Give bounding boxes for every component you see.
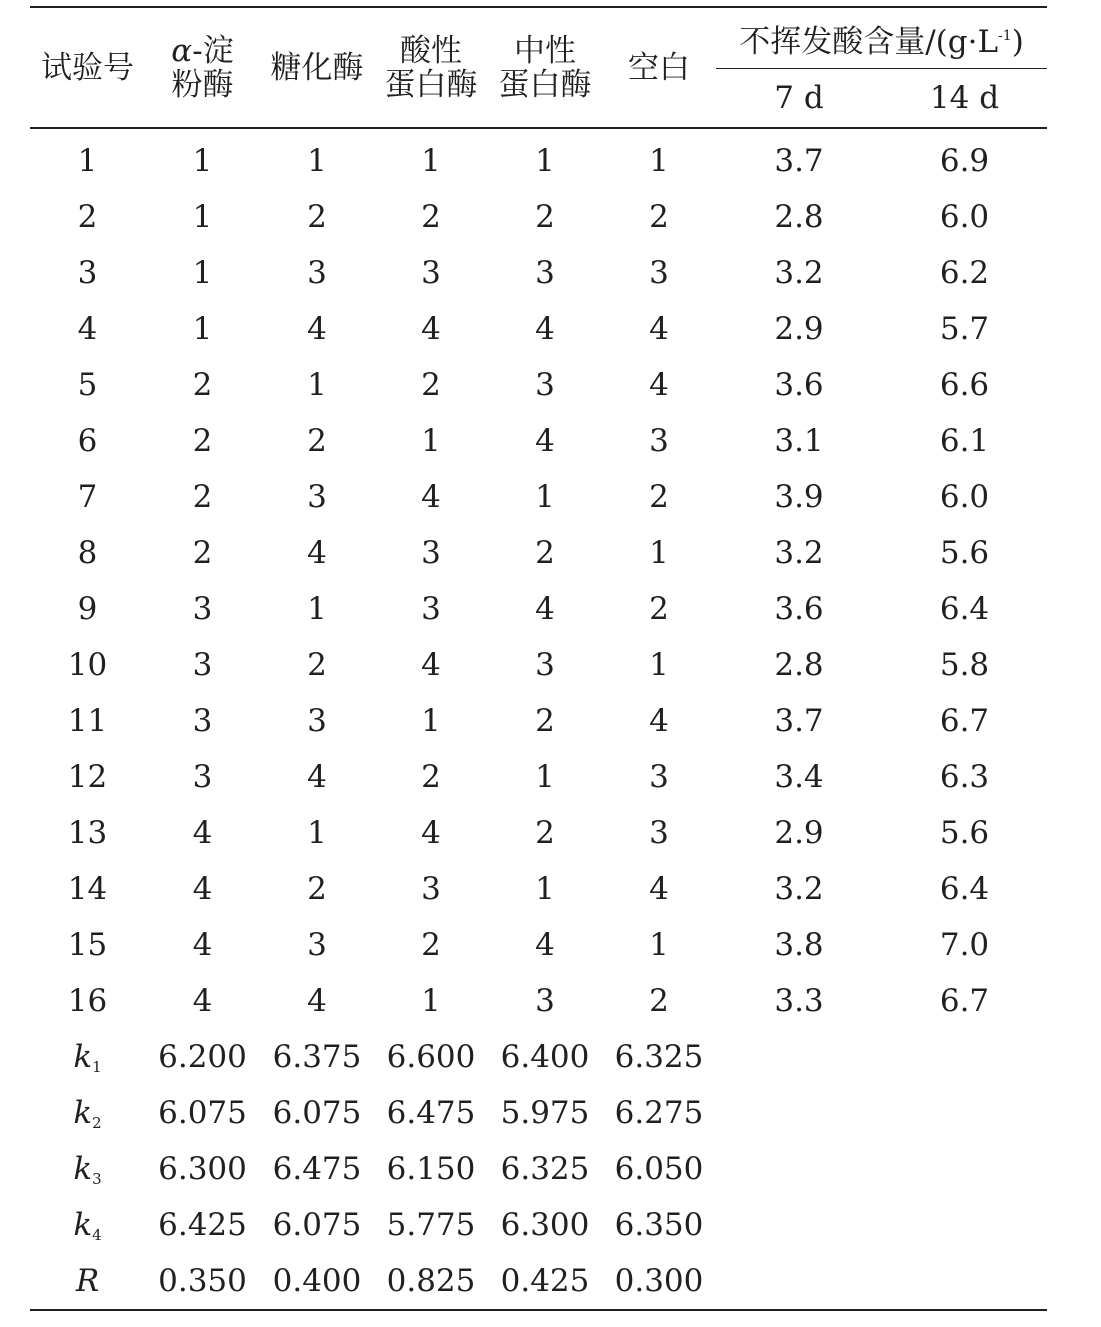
cell-stat-gluco: 0.400 <box>260 1253 374 1310</box>
cell-gluco: 2 <box>307 647 327 683</box>
header-alpha-amylase-line2: 粉酶 <box>171 66 234 103</box>
cell-stat-acid: 6.475 <box>386 1095 476 1131</box>
table-row <box>30 805 1047 861</box>
cell-stat-neutral: 0.425 <box>488 1253 602 1310</box>
cell-blank: 2 <box>649 983 669 1019</box>
orthogonal-test-table <box>30 6 1047 1311</box>
header-acid-protease-line1: 酸性 <box>400 32 462 69</box>
table-row <box>30 749 1047 805</box>
cell-acid: 2 <box>421 199 441 235</box>
cell-gluco: 1 <box>307 367 327 403</box>
cell-d14: 6.6 <box>939 367 990 403</box>
cell-trial: 1 <box>77 143 98 179</box>
acid-group-superscript: -1 <box>998 28 1012 44</box>
cell-acid: 4 <box>421 479 441 515</box>
stat-symbol: k <box>73 1094 93 1131</box>
cell-stat-label <box>30 1085 145 1141</box>
cell-d14: 6.2 <box>939 255 990 291</box>
table-row <box>30 357 1047 413</box>
cell-d7: 2.9 <box>774 311 824 347</box>
cell-d14: 6.7 <box>939 703 990 739</box>
cell-trial: 10 <box>67 647 108 683</box>
cell-gluco: 2 <box>307 423 327 459</box>
cell-d7: 3.9 <box>774 479 824 515</box>
stats-row <box>30 1085 1047 1141</box>
cell-alpha: 2 <box>192 367 213 403</box>
table-row <box>30 973 1047 1029</box>
cell-alpha: 2 <box>192 535 213 571</box>
cell-blank: 1 <box>649 535 669 571</box>
cell-alpha: 4 <box>192 983 213 1019</box>
cell-trial: 14 <box>67 871 108 907</box>
cell-d14: 6.3 <box>939 759 990 795</box>
cell-d14: 6.0 <box>939 479 990 515</box>
cell-gluco: 1 <box>307 815 327 851</box>
cell-stat-alpha: 6.200 <box>158 1039 247 1075</box>
cell-neutral: 3 <box>535 647 555 683</box>
cell-blank: 1 <box>649 143 669 179</box>
cell-neutral: 4 <box>535 591 555 627</box>
cell-neutral: 3 <box>535 983 555 1019</box>
orthogonal-test-table-container <box>30 6 1047 1311</box>
cell-trial: 12 <box>67 759 108 795</box>
cell-trial: 5 <box>77 367 98 403</box>
table-row <box>30 413 1047 469</box>
cell-d14: 6.9 <box>939 143 990 179</box>
cell-neutral: 4 <box>535 311 555 347</box>
cell-acid: 2 <box>421 759 441 795</box>
cell-stat-acid: 6.600 <box>386 1039 476 1075</box>
cell-stat-acid: 6.150 <box>386 1151 476 1187</box>
cell-stat-alpha: 6.075 <box>158 1095 247 1131</box>
header-neutral-protease-line2: 蛋白酶 <box>498 66 592 103</box>
table-row <box>30 861 1047 917</box>
alpha-symbol: α <box>171 32 193 69</box>
cell-alpha: 1 <box>192 255 213 291</box>
cell-d14: 6.0 <box>939 199 990 235</box>
cell-gluco: 4 <box>307 983 327 1019</box>
cell-trial: 4 <box>77 311 98 347</box>
cell-empty <box>882 1141 1047 1197</box>
cell-d14: 7.0 <box>939 927 990 963</box>
cell-alpha: 4 <box>192 815 213 851</box>
cell-d7: 3.7 <box>774 143 824 179</box>
cell-blank: 2 <box>649 479 669 515</box>
cell-empty <box>716 1085 882 1141</box>
cell-stat-neutral: 6.325 <box>500 1151 590 1187</box>
header-nonvolatile-acid-label <box>716 19 1047 59</box>
acid-group-prefix: 不挥发酸含量/(g·L <box>739 24 999 60</box>
cell-d7: 3.2 <box>774 255 824 291</box>
cell-neutral: 1 <box>535 143 555 179</box>
cell-d14: 6.4 <box>939 871 990 907</box>
cell-trial: 13 <box>67 815 108 851</box>
cell-alpha: 4 <box>192 871 213 907</box>
stat-subscript: 2 <box>92 1113 102 1132</box>
cell-stat-blank: 6.325 <box>614 1039 704 1075</box>
cell-acid: 4 <box>421 815 441 851</box>
header-trial <box>30 7 145 128</box>
cell-empty <box>882 1085 1047 1141</box>
header-neutral-protease <box>488 7 602 128</box>
header-alpha-amylase <box>145 7 260 128</box>
header-glucoamylase-label: 糖化酶 <box>270 49 364 86</box>
cell-stat-label <box>30 1141 145 1197</box>
cell-neutral: 1 <box>535 871 555 907</box>
cell-d14: 5.7 <box>939 311 990 347</box>
stats-row <box>30 1029 1047 1085</box>
cell-d7: 2.8 <box>774 199 824 235</box>
header-acid-protease <box>374 7 488 128</box>
cell-trial: 2 <box>77 199 98 235</box>
cell-blank: 3 <box>649 759 669 795</box>
cell-neutral: 1 <box>535 759 555 795</box>
cell-alpha: 4 <box>192 927 213 963</box>
cell-trial: 8 <box>77 535 98 571</box>
cell-stat-blank: 6.350 <box>614 1207 704 1243</box>
cell-neutral: 2 <box>535 815 555 851</box>
cell-alpha: 3 <box>192 647 213 683</box>
cell-neutral: 3 <box>535 367 555 403</box>
cell-acid: 4 <box>421 647 441 683</box>
cell-stat-gluco: 6.075 <box>272 1207 362 1243</box>
cell-stat-alpha: 0.350 <box>145 1253 260 1310</box>
cell-acid: 3 <box>421 255 441 291</box>
cell-stat-blank: 6.050 <box>614 1151 704 1187</box>
cell-d14: 6.7 <box>939 983 990 1019</box>
cell-gluco: 3 <box>307 927 327 963</box>
table-row <box>30 189 1047 245</box>
cell-stat-blank: 0.300 <box>602 1253 716 1310</box>
cell-d7: 3.8 <box>774 927 824 963</box>
cell-stat-blank: 6.275 <box>614 1095 704 1131</box>
cell-alpha: 3 <box>192 703 213 739</box>
cell-blank: 4 <box>649 367 669 403</box>
cell-gluco: 1 <box>307 143 327 179</box>
table-row <box>30 525 1047 581</box>
table-row <box>30 581 1047 637</box>
cell-stat-gluco: 6.075 <box>272 1095 362 1131</box>
cell-d7: 3.1 <box>774 423 824 459</box>
cell-alpha: 1 <box>192 143 213 179</box>
cell-neutral: 2 <box>535 703 555 739</box>
cell-acid: 1 <box>421 143 441 179</box>
table-body <box>30 128 1047 1310</box>
cell-blank: 4 <box>649 871 669 907</box>
cell-acid: 1 <box>421 423 441 459</box>
cell-empty <box>716 1141 882 1197</box>
cell-blank: 2 <box>649 591 669 627</box>
cell-neutral: 1 <box>535 479 555 515</box>
cell-acid: 3 <box>421 591 441 627</box>
stats-row <box>30 1197 1047 1253</box>
cell-neutral: 2 <box>535 199 555 235</box>
cell-blank: 4 <box>649 703 669 739</box>
cell-stat-acid: 5.775 <box>386 1207 476 1243</box>
cell-alpha: 2 <box>192 423 213 459</box>
stats-row <box>30 1253 1047 1310</box>
table-row <box>30 637 1047 693</box>
cell-stat-gluco: 6.375 <box>272 1039 362 1075</box>
cell-d7: 3.4 <box>774 759 824 795</box>
table-row <box>30 469 1047 525</box>
cell-acid: 3 <box>421 535 441 571</box>
cell-d7: 2.9 <box>774 815 824 851</box>
cell-alpha: 2 <box>192 479 213 515</box>
header-trial-label: 试验号 <box>41 49 134 86</box>
header-day14: 14 d <box>882 69 1047 129</box>
table-row <box>30 301 1047 357</box>
cell-trial: 11 <box>67 703 108 739</box>
cell-stat-alpha: 6.425 <box>158 1207 247 1243</box>
cell-empty <box>716 1197 882 1253</box>
cell-gluco: 2 <box>307 871 327 907</box>
header-nonvolatile-acid-group <box>716 7 1047 69</box>
cell-neutral: 2 <box>535 535 555 571</box>
stat-subscript: 4 <box>92 1225 102 1244</box>
cell-neutral: 4 <box>535 927 555 963</box>
cell-gluco: 4 <box>307 535 327 571</box>
cell-empty <box>882 1253 1047 1310</box>
cell-acid: 2 <box>421 367 441 403</box>
cell-empty <box>882 1029 1047 1085</box>
cell-stat-label <box>30 1197 145 1253</box>
header-glucoamylase <box>260 7 374 128</box>
header-alpha-amylase-line1 <box>145 34 260 68</box>
cell-blank: 3 <box>649 423 669 459</box>
cell-d7: 3.2 <box>774 871 824 907</box>
cell-blank: 3 <box>649 815 669 851</box>
cell-trial: 7 <box>77 479 98 515</box>
table-row <box>30 128 1047 189</box>
cell-d14: 5.8 <box>939 647 990 683</box>
cell-stat-alpha: 6.300 <box>158 1151 247 1187</box>
cell-d7: 3.6 <box>774 591 824 627</box>
cell-stat-label <box>30 1029 145 1085</box>
cell-d7: 2.8 <box>774 647 824 683</box>
cell-blank: 4 <box>649 311 669 347</box>
stat-symbol: k <box>73 1150 93 1187</box>
table-row <box>30 917 1047 973</box>
cell-acid: 1 <box>421 703 441 739</box>
cell-trial: 3 <box>77 255 98 291</box>
stat-symbol: k <box>73 1206 93 1243</box>
cell-gluco: 4 <box>307 759 327 795</box>
cell-d14: 5.6 <box>939 815 990 851</box>
cell-empty <box>716 1253 882 1310</box>
cell-d14: 6.1 <box>939 423 990 459</box>
header-acid-protease-line2: 蛋白酶 <box>384 66 478 103</box>
cell-stat-label <box>30 1253 145 1310</box>
cell-stat-neutral: 6.300 <box>500 1207 590 1243</box>
stats-row <box>30 1141 1047 1197</box>
cell-gluco: 4 <box>307 311 327 347</box>
cell-d7: 3.2 <box>774 535 824 571</box>
cell-neutral: 3 <box>535 255 555 291</box>
cell-stat-neutral: 5.975 <box>500 1095 590 1131</box>
alpha-rest: -淀 <box>192 32 234 69</box>
cell-trial: 15 <box>67 927 108 963</box>
cell-acid: 1 <box>421 983 441 1019</box>
cell-d7: 3.3 <box>774 983 824 1019</box>
cell-d14: 5.6 <box>939 535 990 571</box>
cell-alpha: 1 <box>192 311 213 347</box>
cell-stat-gluco: 6.475 <box>272 1151 362 1187</box>
table-row <box>30 693 1047 749</box>
cell-gluco: 3 <box>307 255 327 291</box>
header-row-1 <box>30 7 1047 69</box>
cell-blank: 1 <box>649 927 669 963</box>
stat-subscript: 3 <box>92 1169 102 1188</box>
header-neutral-protease-line1: 中性 <box>514 32 576 69</box>
cell-trial: 16 <box>67 983 108 1019</box>
cell-gluco: 3 <box>307 703 327 739</box>
cell-gluco: 2 <box>307 199 327 235</box>
cell-blank: 3 <box>649 255 669 291</box>
header-blank <box>602 7 716 128</box>
cell-acid: 3 <box>421 871 441 907</box>
cell-alpha: 1 <box>192 199 213 235</box>
cell-stat-neutral: 6.400 <box>500 1039 590 1075</box>
cell-d7: 3.7 <box>774 703 824 739</box>
table-row <box>30 245 1047 301</box>
cell-neutral: 4 <box>535 423 555 459</box>
cell-d14: 6.4 <box>939 591 990 627</box>
header-blank-label: 空白 <box>628 49 690 86</box>
cell-d7: 3.6 <box>774 367 824 403</box>
stat-symbol: R <box>75 1263 100 1299</box>
cell-trial: 9 <box>77 591 98 627</box>
cell-alpha: 3 <box>192 591 213 627</box>
acid-group-suffix: ) <box>1011 24 1024 60</box>
cell-acid: 2 <box>421 927 441 963</box>
cell-empty <box>882 1197 1047 1253</box>
cell-gluco: 3 <box>307 479 327 515</box>
table-header <box>30 7 1047 128</box>
cell-blank: 1 <box>649 647 669 683</box>
cell-trial: 6 <box>77 423 98 459</box>
cell-stat-acid: 0.825 <box>374 1253 488 1310</box>
cell-gluco: 1 <box>307 591 327 627</box>
cell-acid: 4 <box>421 311 441 347</box>
header-day7: 7 d <box>716 69 882 129</box>
stat-symbol: k <box>73 1038 93 1075</box>
cell-blank: 2 <box>649 199 669 235</box>
stat-subscript: 1 <box>92 1057 102 1076</box>
cell-empty <box>716 1029 882 1085</box>
cell-alpha: 3 <box>192 759 213 795</box>
